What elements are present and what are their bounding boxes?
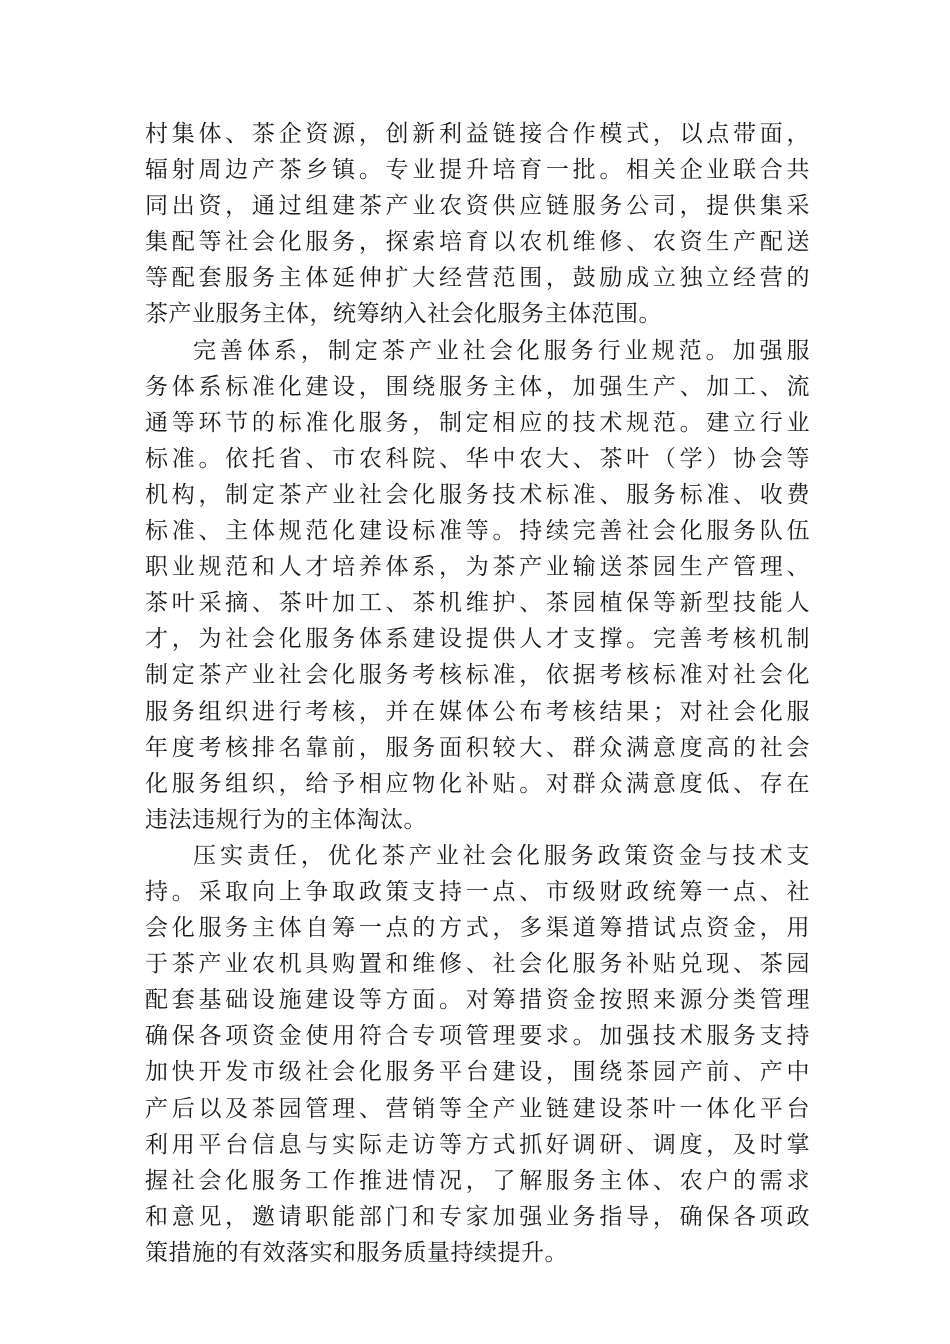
text-line: 才，为社会化服务体系建设提供人才支撑。完善考核机制 xyxy=(145,626,810,653)
paragraph-2 xyxy=(145,333,810,838)
text-line: 茶产业服务主体，统筹纳入社会化服务主体范围。 xyxy=(145,301,662,328)
text-line: 持。采取向上争取政策支持一点、市级财政统筹一点、社 xyxy=(145,878,810,905)
paragraph-3 xyxy=(145,838,810,1271)
text-line: 完善体系，制定茶产业社会化服务行业规范。加强服 xyxy=(193,337,810,364)
text-line: 通等环节的标准化服务，制定相应的技术规范。建立行业 xyxy=(145,409,810,436)
text-line: 压实责任，优化茶产业社会化服务政策资金与技术支 xyxy=(193,842,810,869)
text-line: 同出资，通过组建茶产业农资供应链服务公司，提供集采 xyxy=(145,193,810,220)
text-line: 标准、主体规范化建设标准等。持续完善社会化服务队伍 xyxy=(145,518,810,545)
text-line: 等配套服务主体延伸扩大经营范围，鼓励成立独立经营的 xyxy=(145,265,810,292)
text-line: 制定茶产业社会化服务考核标准，依据考核标准对社会化 xyxy=(145,662,810,689)
text-line: 茶叶采摘、茶叶加工、茶机维护、茶园植保等新型技能人 xyxy=(145,590,810,617)
text-line: 年度考核排名靠前，服务面积较大、群众满意度高的社会 xyxy=(145,734,810,761)
document-body xyxy=(145,116,810,1271)
text-line: 职业规范和人才培养体系，为茶产业输送茶园生产管理、 xyxy=(145,554,810,581)
text-line: 务体系标准化建设，围绕服务主体，加强生产、加工、流 xyxy=(145,373,810,400)
text-line: 机构，制定茶产业社会化服务技术标准、服务标准、收费 xyxy=(145,481,810,508)
text-line: 策措施的有效落实和服务质量持续提升。 xyxy=(145,1239,568,1266)
text-line: 和意见，邀请职能部门和专家加强业务指导，确保各项政 xyxy=(145,1203,810,1230)
text-line: 利用平台信息与实际走访等方式抓好调研、调度，及时掌 xyxy=(145,1131,810,1158)
text-line: 加快开发市级社会化服务平台建设，围绕茶园产前、产中 xyxy=(145,1059,810,1086)
text-line: 配套基础设施建设等方面。对筹措资金按照来源分类管理 xyxy=(145,987,810,1014)
text-line: 违法违规行为的主体淘汰。 xyxy=(145,806,427,833)
paragraph-1 xyxy=(145,116,810,333)
text-line: 辐射周边产茶乡镇。专业提升培育一批。相关企业联合共 xyxy=(145,157,810,184)
text-line: 会化服务主体自筹一点的方式，多渠道筹措试点资金，用 xyxy=(145,915,810,942)
text-line: 确保各项资金使用符合专项管理要求。加强技术服务支持 xyxy=(145,1023,810,1050)
text-line: 化服务组织，给予相应物化补贴。对群众满意度低、存在 xyxy=(145,770,810,797)
text-line: 握社会化服务工作推进情况，了解服务主体、农户的需求 xyxy=(145,1167,810,1194)
text-line: 产后以及茶园管理、营销等全产业链建设茶叶一体化平台 xyxy=(145,1095,810,1122)
text-line: 村集体、茶企资源，创新利益链接合作模式，以点带面， xyxy=(145,121,810,147)
text-line: 服务组织进行考核，并在媒体公布考核结果；对社会化服 xyxy=(145,698,810,725)
text-line: 标准。依托省、市农科院、华中农大、茶叶（学）协会等 xyxy=(145,445,810,472)
text-line: 于茶产业农机具购置和维修、社会化服务补贴兑现、茶园 xyxy=(145,951,810,978)
text-line: 集配等社会化服务，探索培育以农机维修、农资生产配送 xyxy=(145,229,810,256)
